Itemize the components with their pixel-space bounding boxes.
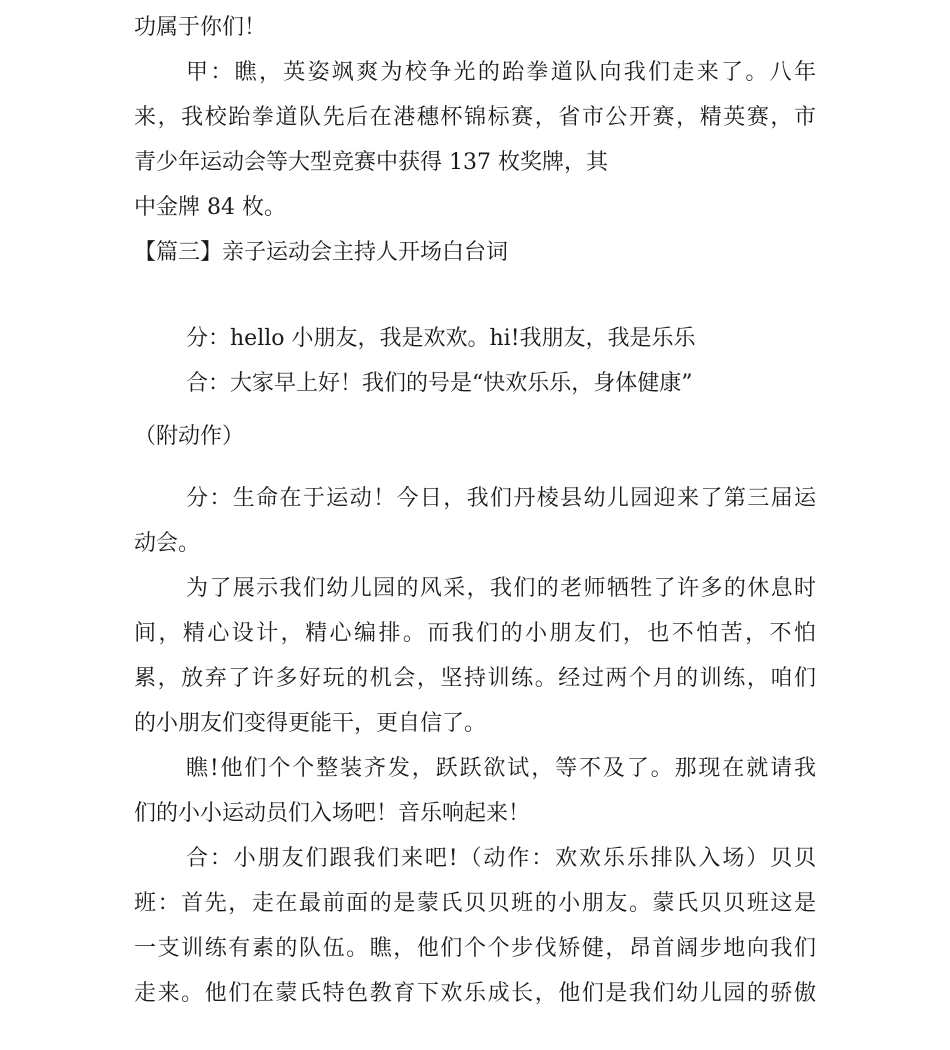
text-line: 瞧!他们个个整装齐发，跃跃欲试，等不及了。那现在就请我 — [186, 756, 816, 781]
text-line: 间，精心设计，精心编排。而我们的小朋友们，也不怕苦，不怕 — [134, 621, 816, 646]
text-line: 合：大家早上好！我们的号是“快欢乐乐，身体健康” — [186, 371, 693, 396]
text-line: 功属于你们！ — [134, 15, 267, 40]
text-line: 一支训练有素的队伍。瞧，他们个个步伐矫健，昂首阔步地向我们 — [134, 936, 816, 961]
text-line: 甲：瞧，英姿飒爽为校争光的跆拳道队向我们走来了。八年 — [186, 60, 816, 85]
text-line: 走来。他们在蒙氏特色教育下欢乐成长，他们是我们幼儿园的骄傲 — [134, 981, 816, 1006]
text-line: 的小朋友们变得更能干，更自信了。 — [134, 711, 487, 736]
text-line: 们的小小运动员们入场吧！音乐响起来！ — [134, 801, 531, 826]
text-line: 合：小朋友们跟我们来吧!（动作：欢欢乐乐排队入场）贝贝 — [186, 846, 816, 871]
text-line: 分：生命在于运动！今日，我们丹棱县幼儿园迎来了第三届运 — [186, 486, 816, 511]
text-line: 中金牌 84 枚。 — [134, 195, 286, 220]
text-line: 为了展示我们幼儿园的风采，我们的老师牺牲了许多的休息时 — [186, 576, 816, 601]
section-heading: 【篇三】亲子运动会主持人开场白台词 — [134, 240, 509, 265]
text-line: 来，我校跆拳道队先后在港穗杯锦标赛，省市公开赛，精英赛，市 — [134, 105, 816, 130]
text-line: （附动作） — [134, 424, 245, 449]
text-line: 青少年运动会等大型竞赛中获得 137 枚奖牌，其 — [134, 150, 608, 175]
text-line: 分：hello 小朋友，我是欢欢。hi!我朋友，我是乐乐 — [186, 326, 696, 351]
text-line: 班：首先，走在最前面的是蒙氏贝贝班的小朋友。蒙氏贝贝班这是 — [134, 891, 816, 916]
text-line: 动会。 — [134, 531, 201, 556]
text-line: 累，放弃了许多好玩的机会，坚持训练。经过两个月的训练，咱们 — [134, 666, 816, 691]
